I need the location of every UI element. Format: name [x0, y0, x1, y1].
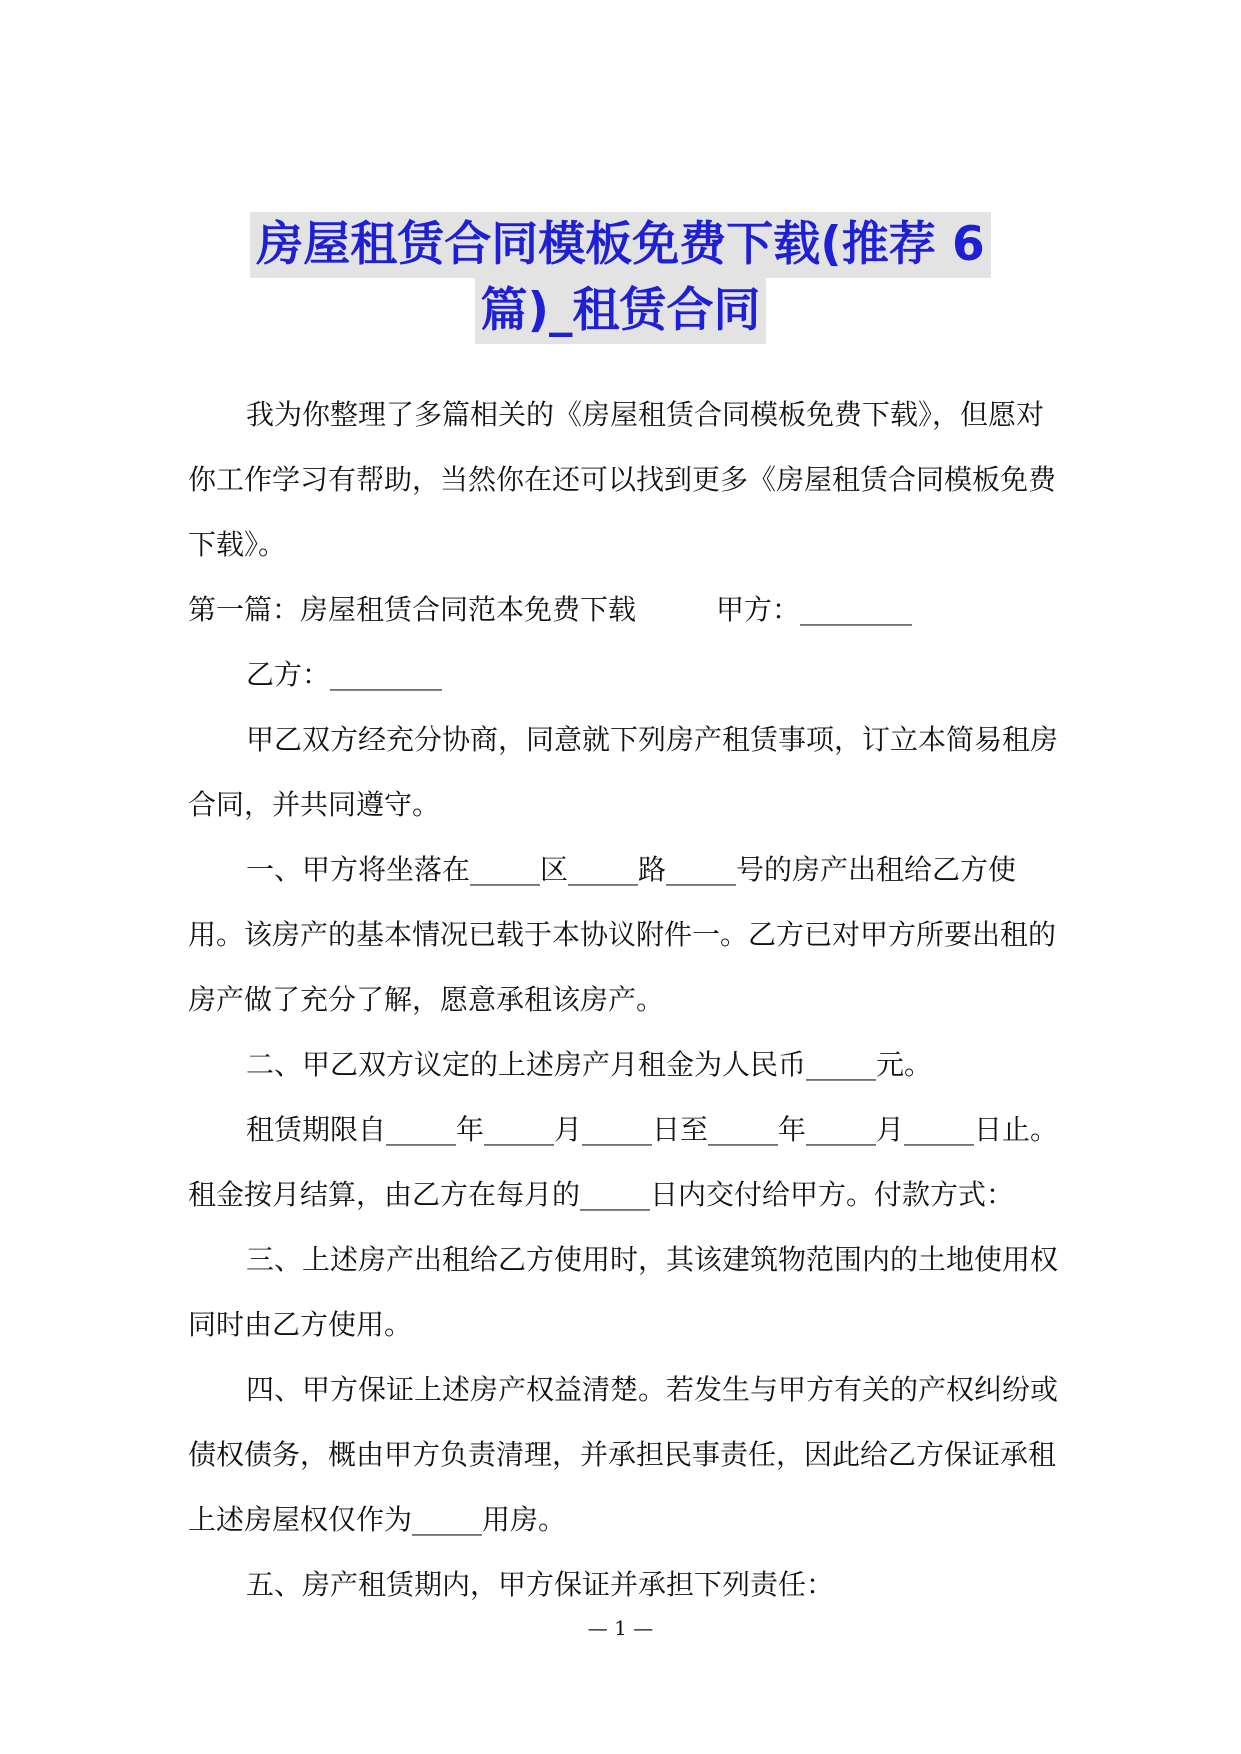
paragraph-lease-term: 租赁期限自_____年_____月_____日至_____年_____月_____日止。租金按月结算，由乙方在每月的_____日内交付给甲方。付款方式：: [188, 1113, 1059, 1211]
title-line-1: 房屋租赁合同模板免费下载(推荐 6: [250, 212, 991, 278]
paragraph-clause-5: 五、房产租赁期内，甲方保证并承担下列责任：: [246, 1568, 835, 1601]
chapter-heading-line: [188, 577, 1068, 642]
chapter-1-heading: 第一篇：房屋租赁合同范本免费下载: [188, 593, 637, 626]
title-line-2: 篇)_租赁合同: [475, 278, 767, 344]
party-a-line: 甲方：________: [716, 593, 913, 626]
paragraph-clause-2: 二、甲乙双方议定的上述房产月租金为人民币_____元。: [246, 1048, 933, 1081]
paragraph-clause-3: 三、上述房产出租给乙方使用时，其该建筑物范围内的土地使用权同时由乙方使用。: [188, 1243, 1059, 1341]
document-body: [188, 382, 1068, 1617]
page-number: — 1 —: [587, 1616, 654, 1640]
paragraph-clause-4: 四、甲方保证上述房产权益清楚。若发生与甲方有关的产权纠纷或债权债务，概由甲方负责清理，并承担民事责任，因此给乙方保证承租上述房屋权仅作为_____用房。: [188, 1373, 1059, 1536]
document-title: [0, 212, 1241, 344]
intro-paragraph: 我为你整理了多篇相关的《房屋租赁合同模板免费下载》，但愿对你工作学习有帮助，当然你在还可以找到更多《房屋租赁合同模板免费下载》。: [188, 398, 1057, 561]
paragraph-clause-1: 一、甲方将坐落在_____区_____路_____号的房产出租给乙方使用。该房产的基本情况已载于本协议附件一。乙方已对甲方所要出租的房产做了充分了解，愿意承租该房产。: [188, 853, 1057, 1016]
party-b-line: 乙方：________: [246, 658, 443, 691]
paragraph-agreement: 甲乙双方经充分协商，同意就下列房产租赁事项，订立本简易租房合同，并共同遵守。: [188, 723, 1059, 821]
